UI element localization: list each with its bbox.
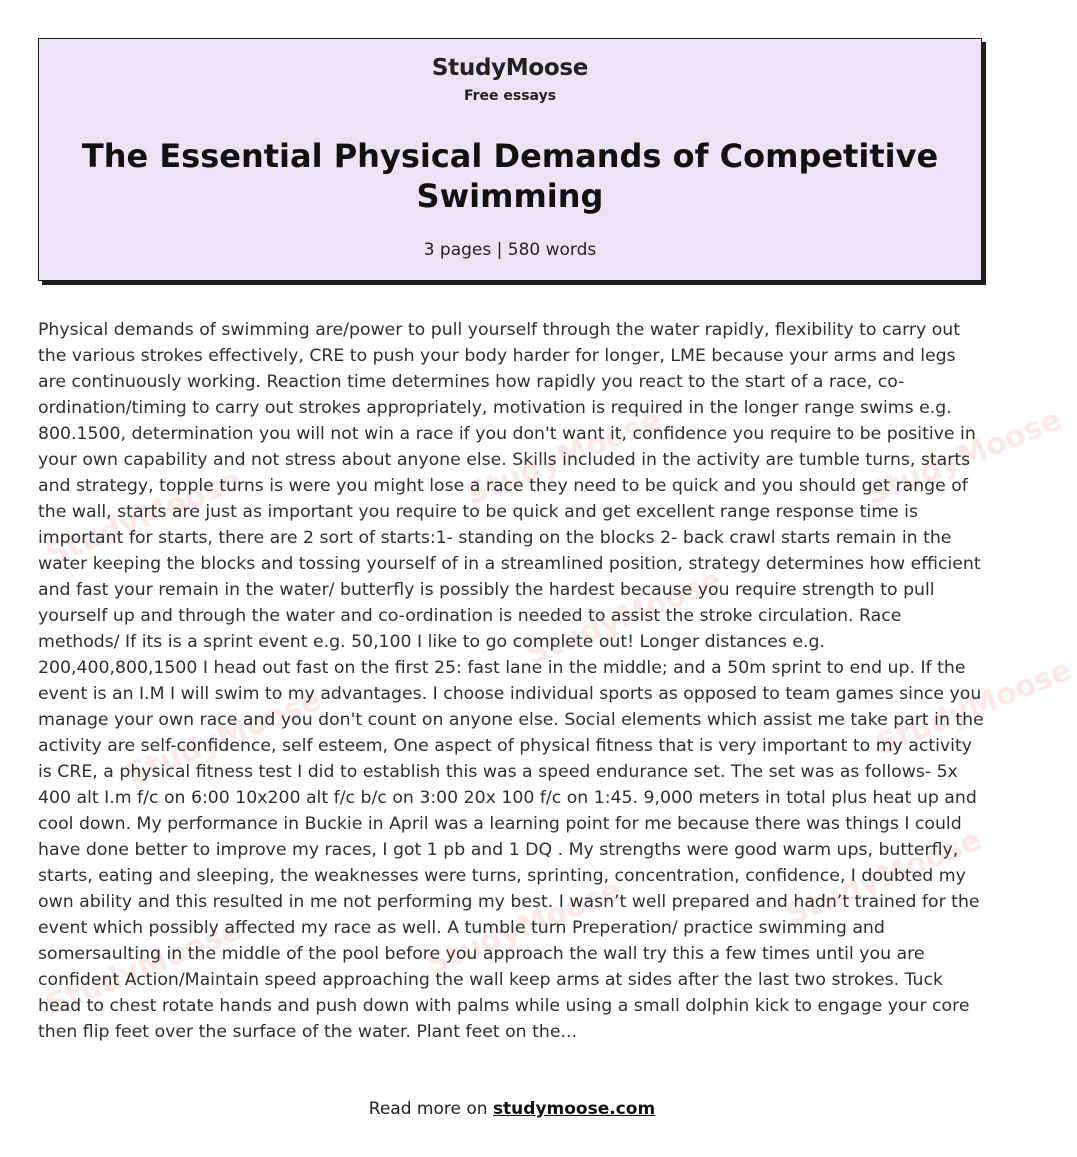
brand-tagline: Free essays [463,88,557,104]
essay-meta: 3 pages | 580 words [423,240,597,260]
watermark: StudyMoose [461,402,667,513]
watermark: StudyMoose [871,652,1077,763]
read-more-footer [0,1099,1024,1119]
watermark: StudyMoose [421,872,627,983]
read-more-label: Read more on [368,1099,488,1119]
brand-logo[interactable]: StudyMoose [431,55,589,81]
essay-body: Physical demands of swimming are/power to pull yourself through the water rapidly, flexibility to carry out the various strokes effectively, CRE to push your body harder for longer, LME because your arms and legs are continuously working. Reaction time determines how rapidly you react to the start of a race, co-ordination/timing to carry out strokes appropriately, motivation is required in the longer range swims e.g. 800.1500, determination you will not win a race if you don't want it, confidence you require to be positive in your own capability and not stress about anyone else. Skills included in the activity are tumble turns, starts and strategy, topple turns is were you might lose a race they need to be quick and you should get range of the wall, starts are just as important you require to be quick and get excellent range response time is important for starts, there are 2 sort of starts:1- standing on the blocks 2- back crawl starts remain in the water keeping the blocks and tossing yourself of in a streamlined position, strategy determines how efficient and fast your remain in the water/ butterfly is possibly the hardest because you require strength to pull yourself up and through the water and co-ordination is needed to assist the stroke circulation. Race methods/ If its is a sprint event e.g. 50,100 I like to go complete out! Longer distances e.g. 200,400,800,1500 I head out fast on the first 25: fast lane in the middle; and a 50m sprint to end up. If the event is an I.M I will swim to my advantages. I choose individual sports as opposed to team games since you manage your own race and you don't count on anyone else. Social elements which assist me take part in the activity are self-confidence, self esteem, One aspect of physical fitness that is very important to my activity is CRE, a physical fitness test I did to establish this was a speed endurance set. The set was as follows- 5x 400 alt I.m f/c on 6:00 10x200 alt f/c b/c on 3:00 20x 100 f/c on 1:45. 9,000 meters in total plus heat up and cool down. My performance in Buckie in April was a learning point for me because there was things I could have done better to improve my races, I got 1 pb and 1 DQ . My strengths were good warm ups, butterfly, starts, eating and sleeping, the weaknesses were turns, sprinting, concentration, confidence, I doubted my own ability and this resulted in me not performing my best. I wasn’t well prepared and hadn’t trained for the event which possibly affected my race as well. A tumble turn Preperation/ practice swimming and somersaulting in the middle of the pool before you approach the wall try this a few times until you are confident Action/Maintain speed approaching the wall keep arms at sides after the last two strokes. Tuck head to chest rotate hands and push down with palms while using a small dolphin kick to engage your core then flip feet over the surface of the water. Plant feet on the... [38,320,984,1042]
page-title: The Essential Physical Demands of Competitive Swimming [81,137,939,215]
watermark: StudyMoose [781,822,987,933]
watermark: StudyMoose [41,912,247,1023]
watermark: StudyMoose [861,402,1067,513]
essay-header-card [38,38,982,281]
watermark: StudyMoose [41,462,247,573]
watermark: StudyMoose [521,562,727,673]
studymoose-link[interactable]: studymoose.com [492,1099,656,1119]
watermark: StudyMoose [121,682,327,793]
